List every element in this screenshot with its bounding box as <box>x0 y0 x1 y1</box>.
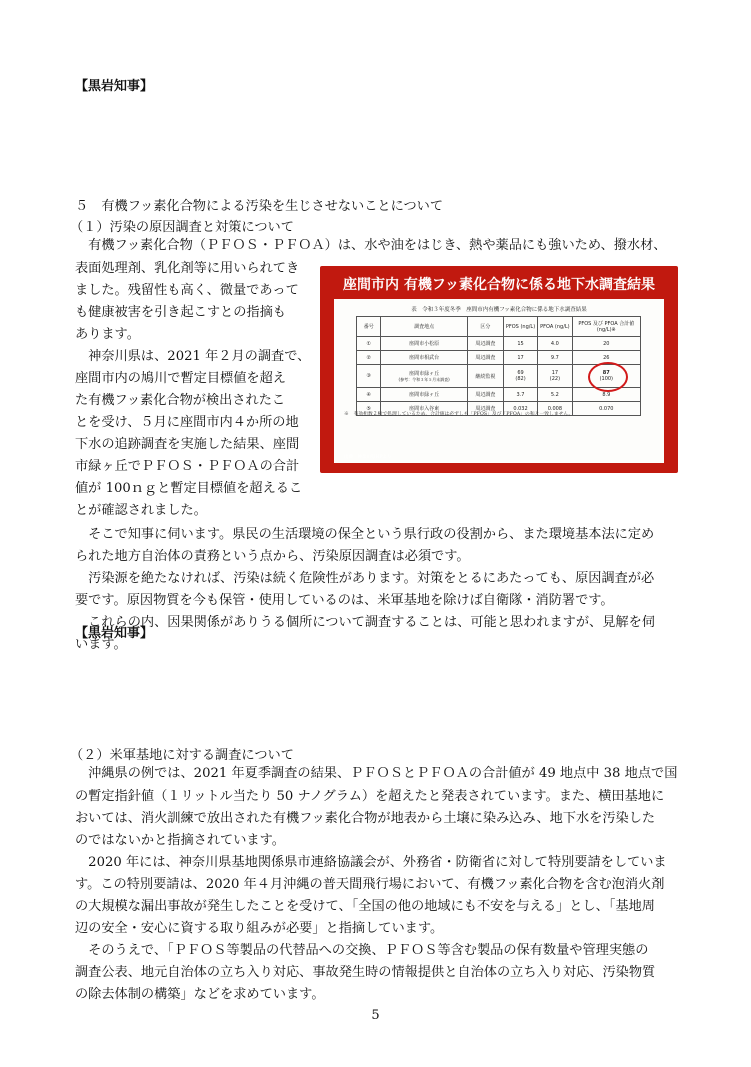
governor-heading-2: 【黒岩知事】 <box>75 626 154 641</box>
paragraph-line: います。 <box>75 637 127 652</box>
table-cell: 座間市相武台 <box>381 351 467 365</box>
table-cell: ① <box>357 337 381 351</box>
table-cell: ③ <box>357 365 381 388</box>
section-5-title: ５ 有機フッ素化合物による汚染を生じさせないことについて <box>75 199 444 214</box>
paragraph-line: のではないかと指摘されています。 <box>75 833 285 848</box>
table-cell: ② <box>357 351 381 365</box>
table-cell: 4.0 <box>538 337 572 351</box>
paragraph-line: も健康被害を引き起こすとの指摘も <box>75 305 286 320</box>
paragraph-line: とが確認されました。 <box>75 503 207 518</box>
paragraph-line: 有機フッ素化合物（ＰＦＯＳ・ＰＦＯＡ）は、水や油をはじき、熱や薬品にも強いため、撥水材、 <box>75 238 667 253</box>
table-cell: 0.008 <box>538 402 572 416</box>
figure-table-panel <box>334 299 664 463</box>
paragraph-line: 調査公表、地元自治体の立ち入り対応、事故発生時の情報提供と自治体の立ち入り対応、汚染物質 <box>75 965 656 980</box>
figure-source: 出典 神奈川県HPより <box>344 455 392 460</box>
table-cell: 継続監視 <box>467 365 503 388</box>
paragraph-line: 汚染源を絶たなければ、汚染は続く危険性があります。対策をとるにあたっても、原因調査が必 <box>75 571 655 586</box>
table-header: 区分 <box>467 317 503 337</box>
table-row <box>357 365 641 388</box>
paragraph-line: とを受け、５月に座間市内４か所の地 <box>75 415 299 430</box>
survey-table <box>356 316 641 416</box>
table-header: PFOA (ng/L) <box>538 317 572 337</box>
paragraph-line: す。この特別要請は、2020 年４月沖縄の普天間飛行場において、有機フッ素化合物を含む泡消火剤 <box>75 877 665 892</box>
table-cell: 周辺調査 <box>467 337 503 351</box>
paragraph-line: 市緑ヶ丘でＰＦＯＳ・ＰＦＯＡの合計 <box>75 459 300 474</box>
paragraph-line: 2020 年には、神奈川県基地関係県市連絡協議会が、外務省・防衛省に対して特別要請をしていま <box>75 855 667 870</box>
table-cell-site: 座間市緑ヶ丘 <box>409 370 440 377</box>
table-header: 調査地点 <box>381 317 467 337</box>
paragraph-line: あります。 <box>75 327 140 342</box>
table-cell-value: 17 <box>551 370 559 376</box>
table-row <box>357 351 641 365</box>
table-cell-site-note: (参考：令和３年５月末調査) <box>398 376 450 382</box>
table-cell-value: 69 <box>517 370 524 376</box>
subsection-1-title: （１）汚染の原因調査と対策について <box>70 220 294 235</box>
table-cell: 座間市緑ヶ丘 <box>381 388 467 402</box>
table-cell-ref: (22) <box>549 376 561 382</box>
table-cell: 9.7 <box>538 351 572 365</box>
table-cell-ref: (82) <box>515 376 526 382</box>
table-cell: 8.9 <box>572 388 640 402</box>
table-header: 番号 <box>357 317 381 337</box>
paragraph-line: 沖縄県の例では、2021 年夏季調査の結果、ＰＦＯＳとＰＦＯＡの合計値が 49 地点中 38 地点で国 <box>75 766 678 781</box>
table-cell: 周辺調査 <box>467 351 503 365</box>
table-cell: 26 <box>572 351 640 365</box>
paragraph-line: の大規模な漏出事故が発生したことを受けて、「全国の他の地域にも不安を与える」とし、「基地周 <box>75 899 655 914</box>
table-cell <box>381 365 467 388</box>
paragraph-line: た有機フッ素化合物が検出されたこ <box>75 393 286 408</box>
paragraph-line: 要です。原因物質を今も保管・使用しているのは、米軍基地を除けば自衛隊・消防署です。 <box>75 593 614 608</box>
table-cell <box>503 365 537 388</box>
table-row <box>357 337 641 351</box>
paragraph-line: の暫定指針値（１リットル当たり 50 ナノグラム）を超えたと発表されています。また、横田基地に <box>75 789 665 804</box>
figure-note: ※ 有効桁数２桁で処理しているため、合計値は必ずしも「PFOS」及び「PFOA」の和と一致しません。 <box>344 412 574 417</box>
table-cell: 周辺調査 <box>467 388 503 402</box>
table-cell: 5.2 <box>538 388 572 402</box>
groundwater-survey-figure <box>320 266 678 473</box>
paragraph-line: これらの内、因果関係がありうる個所について調査することは、可能と思われますが、見解を伺 <box>75 615 655 630</box>
table-header: PFOS (ng/L) <box>503 317 537 337</box>
paragraph-line: 下水の追跡調査を実施した結果、座間 <box>75 437 300 452</box>
table-cell-highlighted <box>572 365 640 388</box>
paragraph-line: 値が 100ｎｇと暫定目標値を超えるこ <box>75 481 303 496</box>
table-cell: 0.070 <box>572 402 640 416</box>
paragraph-line: ました。残留性も高く、微量であって <box>75 283 299 298</box>
table-cell: 3.7 <box>503 388 537 402</box>
paragraph-line: の除去体制の構築」などを求めています。 <box>75 987 325 1002</box>
paragraph-line: 座間市内の鳩川で暫定目標値を超え <box>75 371 286 386</box>
figure-caption: 表 令和３年度冬季 座間市内有機フッ素化合物に係る地下水調査結果 <box>411 307 587 313</box>
paragraph-line: そのうえで、「ＰＦＯＳ等製品の代替品への交換、ＰＦＯＳ等含む製品の保有数量や管理実態の <box>75 943 649 958</box>
table-cell-value: 87 <box>602 370 610 376</box>
table-cell: 17 <box>503 351 537 365</box>
table-cell: 20 <box>572 337 640 351</box>
table-cell: 座間市小松原 <box>381 337 467 351</box>
figure-title: 座間市内 有機フッ素化合物に係る地下水調査結果 <box>343 277 655 293</box>
page-number: 5 <box>371 1008 380 1023</box>
governor-heading-1: 【黒岩知事】 <box>75 79 154 94</box>
table-header: PFOS 及び PFOA 合計値(ng/L)※ <box>572 317 640 337</box>
paragraph-line: 神奈川県は、2021 年２月の調査で、 <box>75 349 311 364</box>
table-cell-ref: (100) <box>599 376 614 382</box>
paragraph-line: られた地方自治体の責務という点から、汚染原因調査は必須です。 <box>75 549 470 564</box>
table-cell: 座間市入谷東 <box>381 402 467 416</box>
table-cell: ⑤ <box>357 402 381 416</box>
table-cell: 周辺調査 <box>467 402 503 416</box>
paragraph-line: おいては、消火訓練で放出された有機フッ素化合物が地表から土壌に染み込み、地下水を汚染した <box>75 811 656 826</box>
table-cell <box>538 365 572 388</box>
table-header-row <box>357 317 641 337</box>
paragraph-line: そこで知事に伺います。県民の生活環境の保全という県行政の役割から、また環境基本法に定め <box>75 527 655 542</box>
highlight-circle <box>588 362 628 392</box>
table-cell: 15 <box>503 337 537 351</box>
paragraph-line: 辺の安全・安心に資する取り組みが必要」と指摘しています。 <box>75 921 444 936</box>
table-cell: 0.032 <box>503 402 537 416</box>
table-cell: ④ <box>357 388 381 402</box>
subsection-2-title: （２）米軍基地に対する調査について <box>70 748 294 763</box>
paragraph-line: 表面処理剤、乳化剤等に用いられてき <box>75 261 300 276</box>
